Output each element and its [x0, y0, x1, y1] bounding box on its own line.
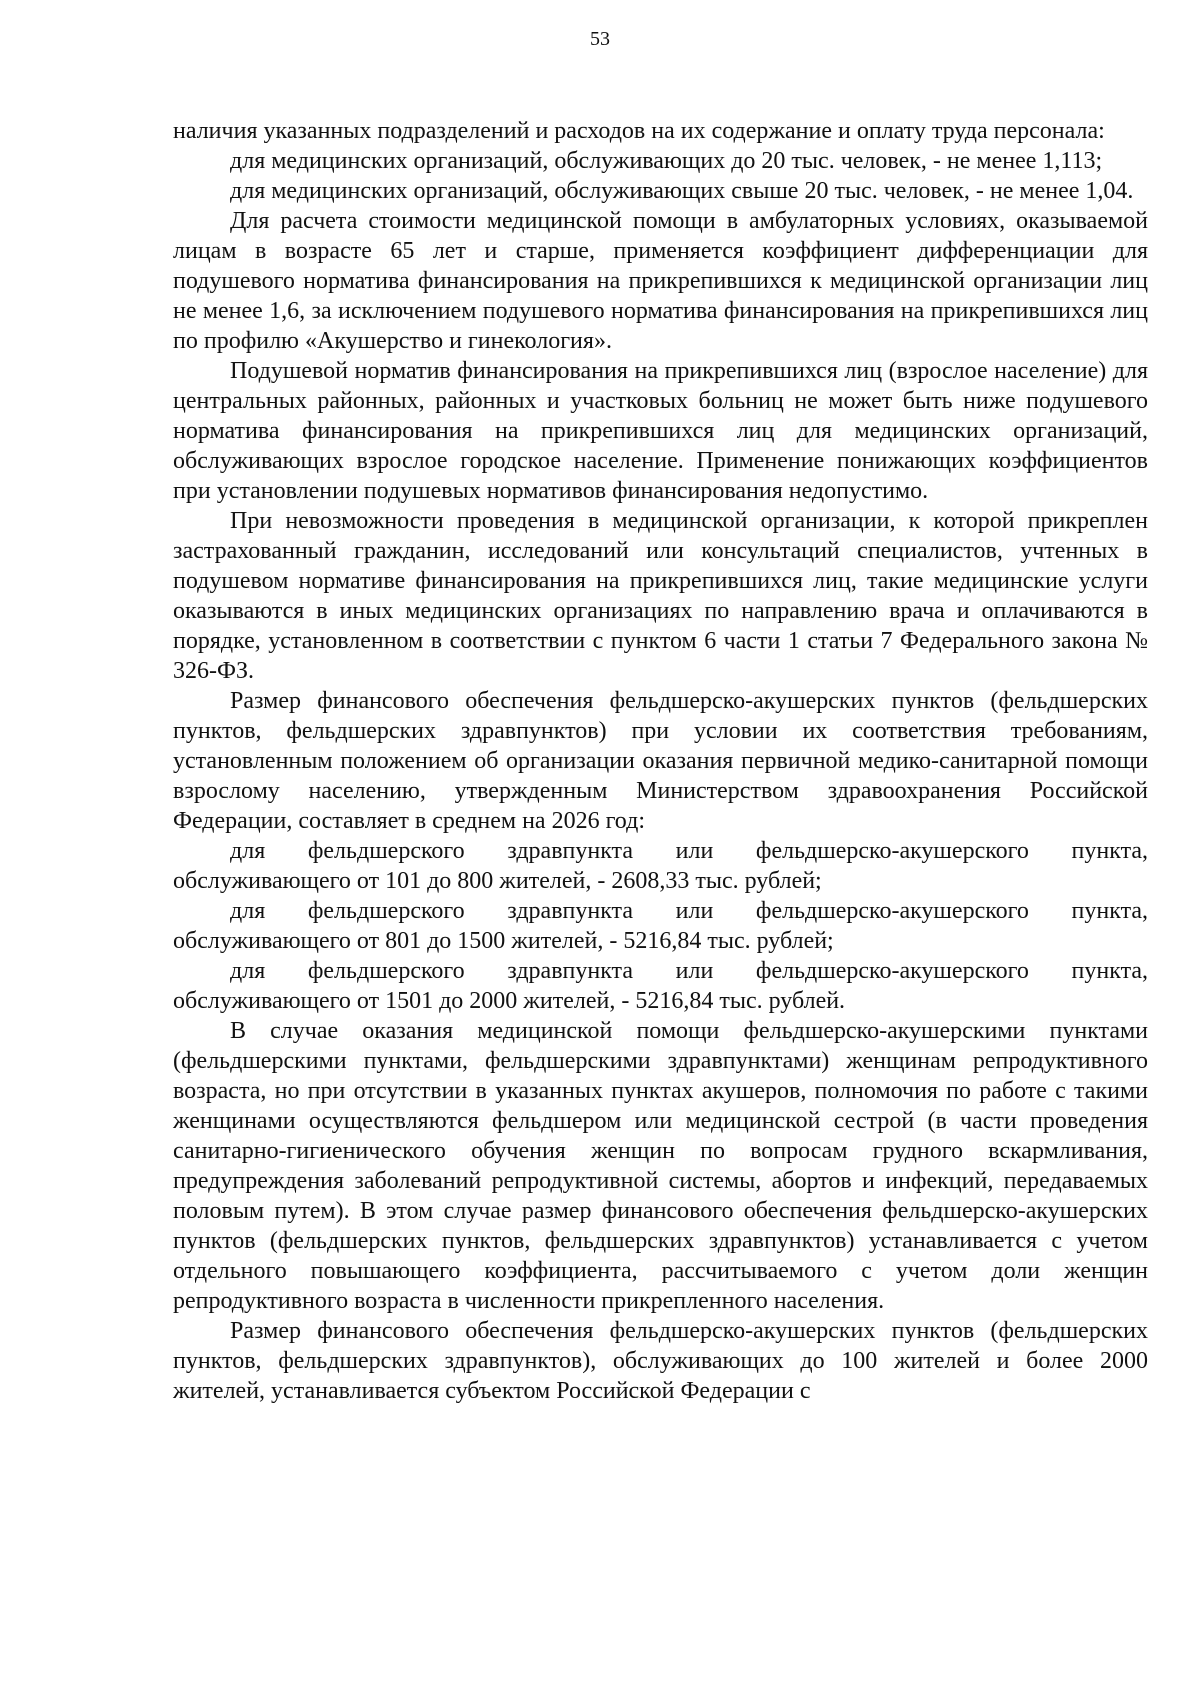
paragraph-fap-1501-2000: для фельдшерского здравпункта или фельдшерско-акушерского пункта, обслуживающего от 1501 до 2000 жителей, - 5216,84 тыс. рублей.: [173, 958, 1148, 1014]
page-number: 53: [590, 28, 610, 50]
paragraph-fap-other-sizes: Размер финансового обеспечения фельдшерско-акушерских пунктов (фельдшерских пунктов, фельдшерских здравпунктов), обслуживающих до 100 жителей и более 2000 жителей, устанавливается субъектом Российской Федерации с: [173, 1318, 1148, 1404]
paragraph-age-65-coefficient: Для расчета стоимости медицинской помощи в амбулаторных условиях, оказываемой лицам в возрасте 65 лет и старше, применяется коэффициент дифференциации для подушевого норматива финансирования на прикрепившихся к медицинской организации лиц не менее 1,6, за исключением подушевого норматива финансирования на прикрепившихся лиц по профилю «Акушерство и гинекология».: [173, 208, 1148, 354]
paragraph-fap-101-800: для фельдшерского здравпункта или фельдшерско-акушерского пункта, обслуживающего от 101 до 800 жителей, - 2608,33 тыс. рублей;: [173, 838, 1148, 894]
paragraph-fap-funding: Размер финансового обеспечения фельдшерско-акушерских пунктов (фельдшерских пунктов, фельдшерских здравпунктов) при условии их соответствия требованиям, установленным положением об организации оказания первичной медико-санитарной помощи взрослому населению, утвержденным Министерством здравоохранения Российской Федерации, составляет в среднем на 2026 год:: [173, 688, 1148, 834]
paragraph-women-reproductive: В случае оказания медицинской помощи фельдшерско-акушерскими пунктами (фельдшерскими пунктами, фельдшерскими здравпунктами) женщинам репродуктивного возраста, но при отсутствии в указанных пунктах акушеров, полномочия по работе с такими женщинами осуществляются фельдшером или медицинской сестрой (в части проведения санитарно-гигиенического обучения женщин по вопросам грудного вскармливания, предупреждения заболеваний репродуктивной системы, абортов и инфекций, передаваемых половым путем). В этом случае размер финансового обеспечения фельдшерско-акушерских пунктов (фельдшерских пунктов, фельдшерских здравпунктов) устанавливается с учетом отдельного повышающего коэффициента, рассчитываемого с учетом доли женщин репродуктивного возраста в численности прикрепленного населения.: [173, 1018, 1148, 1314]
paragraph-external-services: При невозможности проведения в медицинской организации, к которой прикреплен застрахованный гражданин, исследований или консультаций специалистов, учтенных в подушевом нормативе финансирования на прикрепившихся лиц, такие медицинские услуги оказываются в иных медицинских организациях по направлению врача и оплачиваются в порядке, установленном в соответствии с пунктом 6 части 1 статьи 7 Федерального закона № 326-ФЗ.: [173, 508, 1148, 684]
paragraph-fap-801-1500: для фельдшерского здравпункта или фельдшерско-акушерского пункта, обслуживающего от 801 до 1500 жителей, - 5216,84 тыс. рублей;: [173, 898, 1148, 954]
paragraph-personnel-cont: наличия указанных подразделений и расходов на их содержание и оплату труда персонала:: [173, 118, 1105, 144]
paragraph-coef-under-20k: для медицинских организаций, обслуживающих до 20 тыс. человек, - не менее 1,113;: [230, 148, 1103, 174]
document-body: [173, 116, 1148, 1406]
paragraph-coef-over-20k: для медицинских организаций, обслуживающих свыше 20 тыс. человек, - не менее 1,04.: [230, 178, 1134, 204]
paragraph-per-capita-rural: Подушевой норматив финансирования на прикрепившихся лиц (взрослое население) для центральных районных, районных и участковых больниц не может быть ниже подушевого норматива финансирования на прикрепившихся лиц для медицинских организаций, обслуживающих взрослое городское население. Применение понижающих коэффициентов при установлении подушевых нормативов финансирования недопустимо.: [173, 358, 1148, 504]
